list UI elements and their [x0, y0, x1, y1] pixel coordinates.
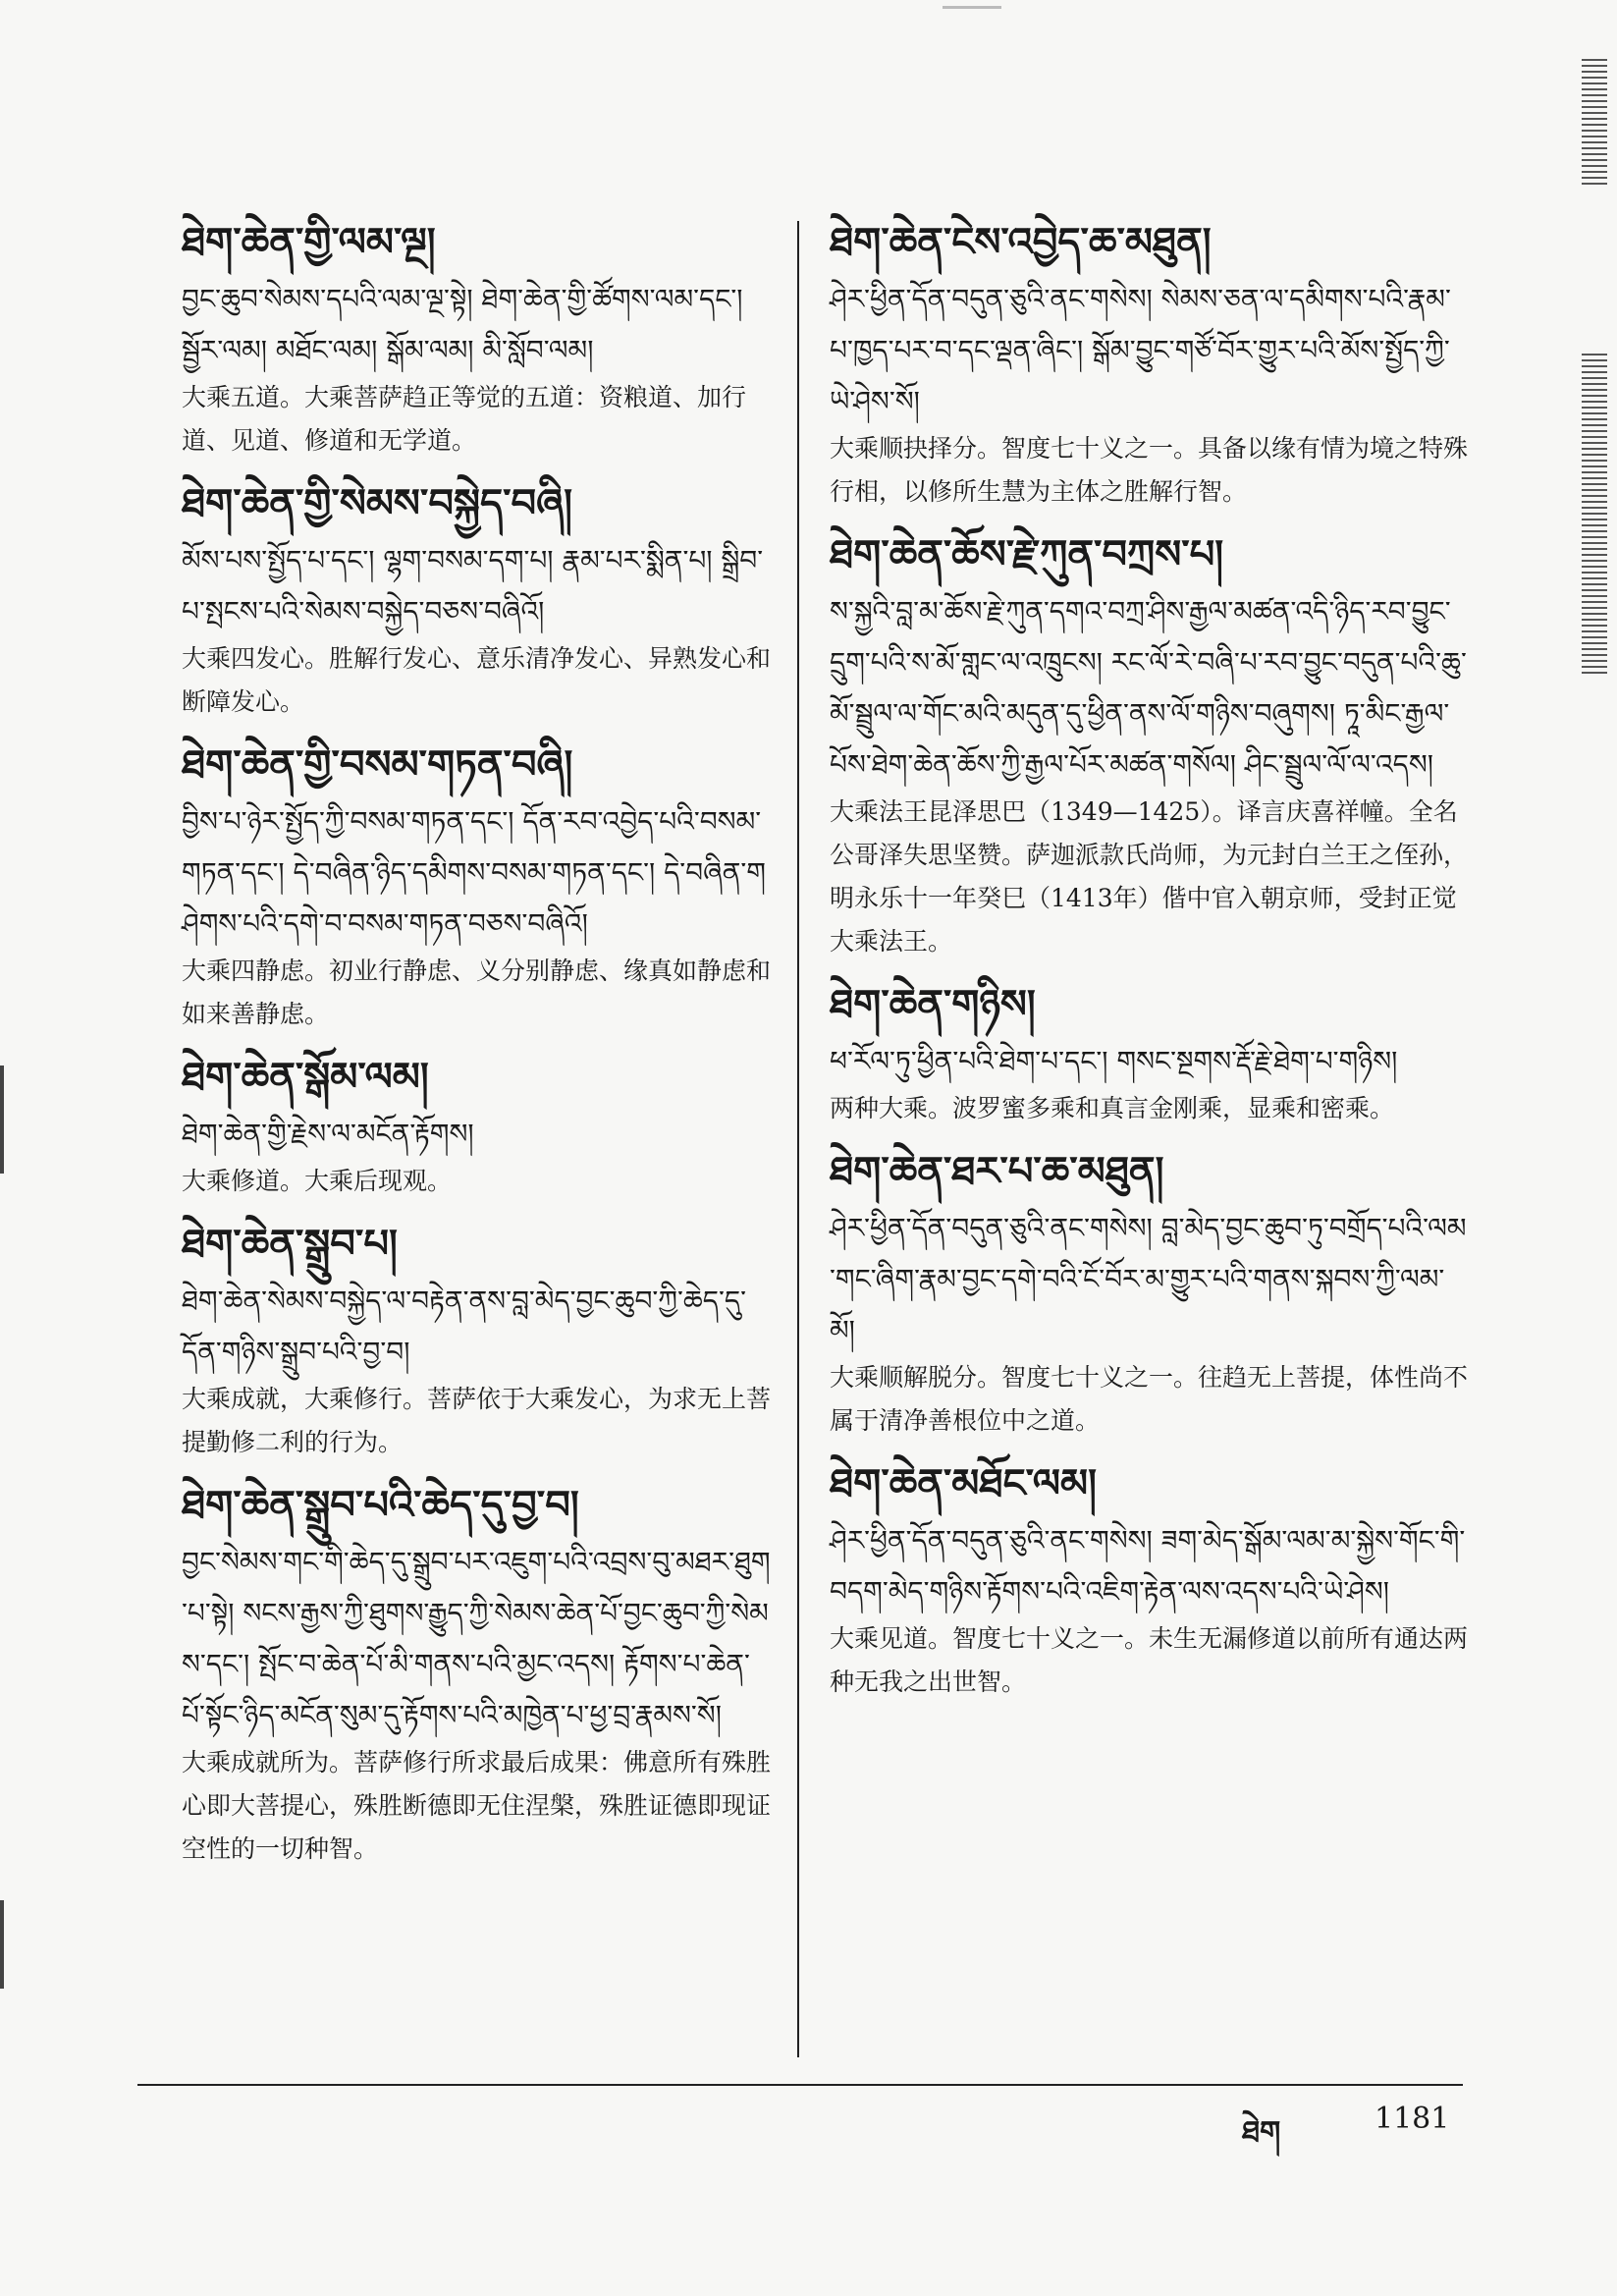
page-number: 1181 [1374, 2102, 1450, 2136]
chinese-definition: 大乘成就所为。菩萨修行所求最后成果：佛意所有殊胜心即大菩提心，殊胜断德即无住涅槃，殊胜证德即现证空性的一切种智。 [182, 1748, 772, 1863]
tibetan-definition: བྱང་སེམས་གང་གི་ཆེད་དུ་སྒྲུབ་པར་འཇུག་པའི་འབྲས་བུ་མཐར་ཐུག་པ་སྟེ། སངས་རྒྱས་ཀྱི་ཐུགས་རྒྱུད་ཀྱི་སེམས་ཆེན་པོ་བྱང་ཆུབ་ཀྱི་སེམས་དང་། སྤོང་བ་ཆེན་པོ་མི་གནས་པའི་མྱང་འདས། རྟོགས་པ་ཆེན་པོ་སྟོང་ཉིད་མངོན་སུམ་དུ་རྟོགས་པའི་མཁྱེན་པ་ཕྱ་བྲ་རྣམས་སོ། [182, 1546, 771, 1731]
chinese-definition: 两种大乘。波罗蜜多乘和真言金刚乘，显乘和密乘。 [830, 1094, 1395, 1122]
headword: ཐེག་ཆེན་གྱི་སེམས་བསྐྱེད་བཞི། [182, 480, 573, 526]
chinese-definition: 大乘顺解脱分。智度七十义之一。往趋无上菩提，体性尚不属于清净善根位中之道。 [830, 1363, 1469, 1435]
dictionary-entry [830, 211, 1468, 514]
headword: ཐེག་ཆེན་སྒྲུབ་པ། [182, 1221, 398, 1267]
chinese-definition: 大乘法王昆泽思巴（1349—1425）。译言庆喜祥幢。全名公哥泽失思坚赞。萨迦派款氏尚师，为元封白兰王之侄孙，明永乐十一年癸巳（1413年）偕中官入朝京师，受封正觉大乘法王。 [830, 797, 1469, 956]
tibetan-definition: ཤེར་ཕྱིན་དོན་བདུན་ཅུའི་ནང་གསེས། ཟག་མེད་སྒོམ་ལམ་མ་སྐྱེས་གོང་གི་བདག་མེད་གཉིས་རྟོགས་པའི་འཇིག་རྟེན་ལས་འདས་པའི་ཡེ་ཤེས། [830, 1524, 1466, 1608]
chinese-definition: 大乘成就，大乘修行。菩萨依于大乘发心，为求无上菩提勤修二利的行为。 [182, 1385, 772, 1456]
dictionary-entry [182, 1046, 771, 1203]
dictionary-entry [830, 1140, 1468, 1443]
chinese-definition: 大乘四静虑。初业行静虑、义分别静虑、缘真如静虑和如来善静虑。 [182, 957, 772, 1028]
tibetan-definition: ཕ་རོལ་ཏུ་ཕྱིན་པའི་ཐེག་པ་དང་། གསང་སྔགས་རྡོ་རྗེ་ཐེག་པ་གཉིས། [830, 1045, 1398, 1077]
chinese-definition: 大乘四发心。胜解行发心、意乐清净发心、异熟发心和断障发心。 [182, 644, 772, 716]
dictionary-entry [182, 734, 771, 1036]
tibetan-definition: ཤེར་ཕྱིན་དོན་བདུན་ཅུའི་ནང་གསེས། སེམས་ཅན་ལ་དམིགས་པའི་རྣམ་པ་ཁྱད་པར་བ་དང་ལྡན་ཞིང་། སྒོམ་བྱུང་གཙོ་བོར་གྱུར་པའི་མོས་སྤྱོད་ཀྱི་ཡེ་ཤེས་སོ། [830, 283, 1451, 417]
chinese-definition: 大乘顺抉择分。智度七十义之一。具备以缘有情为境之特殊行相，以修所生慧为主体之胜解行智。 [830, 434, 1469, 506]
chinese-definition: 大乘见道。智度七十义之一。未生无漏修道以前所有通达两种无我之出世智。 [830, 1624, 1469, 1696]
tibetan-definition: ས་སྐྱའི་བླ་མ་ཆོས་རྗེ་ཀུན་དགའ་བཀྲ་ཤིས་རྒྱལ་མཚན་འདི་ཉིད་རབ་བྱུང་དྲུག་པའི་ས་མོ་གླང་ལ་འཁྲུངས། རང་ལོ་རེ་བཞི་པ་རབ་བྱུང་བདུན་པའི་ཆུ་མོ་སྦྲུལ་ལ་གོང་མའི་མདུན་དུ་ཕྱིན་ནས་ལོ་གཉིས་བཞུགས། ཏཱ་མིང་རྒྱལ་པོས་ཐེག་ཆེན་ཆོས་ཀྱི་རྒྱལ་པོར་མཚན་གསོལ། ཤིང་སྦྲུལ་ལོ་ལ་འདས། [830, 595, 1467, 781]
dictionary-entry [182, 472, 771, 724]
headword: ཐེག་ཆེན་གྱི་ལམ་ལྔ། [182, 219, 436, 265]
headword: ཐེག་ཆེན་ཐར་པ་ཆ་མཐུན། [830, 1148, 1164, 1194]
tibetan-definition: ཐེག་ཆེན་གྱི་རྗེས་ལ་མངོན་རྟོགས། [182, 1118, 474, 1150]
chinese-definition: 大乘修道。大乘后现观。 [182, 1167, 453, 1195]
dictionary-entry [182, 1213, 771, 1464]
headword: ཐེག་ཆེན་ངེས་འབྱེད་ཆ་མཐུན། [830, 219, 1212, 265]
tibetan-definition: ཤེར་ཕྱིན་དོན་བདུན་ཅུའི་ནང་གསེས། བླ་མེད་བྱང་ཆུབ་ཏུ་བགྲོད་པའི་ལམ་གང་ཞིག་རྣམ་བྱང་དགེ་བའི་ངོ་བོར་མ་གྱུར་པའི་གནས་སྐབས་ཀྱི་ལམ་མོ། [830, 1212, 1467, 1346]
dictionary-entry [182, 211, 771, 463]
footer-rule [137, 2084, 1463, 2086]
dictionary-entry [182, 1474, 771, 1871]
dictionary-entry [830, 523, 1468, 963]
right-column [830, 211, 1468, 1714]
headword: ཐེག་ཆེན་གཉིས། [830, 981, 1036, 1027]
headword: ཐེག་ཆེན་མཐོང་ལམ། [830, 1460, 1097, 1506]
running-head: ཐེག [1242, 2115, 1281, 2150]
tibetan-definition: ཐེག་ཆེན་སེམས་བསྐྱེད་ལ་བརྟེན་ནས་བླ་མེད་བྱང་ཆུབ་ཀྱི་ཆེད་དུ་དོན་གཉིས་སྒྲུབ་པའི་བྱ་བ། [182, 1285, 746, 1368]
scan-edge [1582, 59, 1607, 187]
headword: ཐེག་ཆེན་སྒོམ་ལམ། [182, 1054, 429, 1100]
scan-mark [943, 6, 1001, 9]
dictionary-entry [830, 973, 1468, 1130]
scan-edge [1582, 354, 1607, 678]
headword: ཐེག་ཆེན་གྱི་བསམ་གཏན་བཞི། [182, 741, 573, 788]
tibetan-definition: བྱང་ཆུབ་སེམས་དཔའི་ལམ་ལྔ་སྟེ། ཐེག་ཆེན་གྱི་ཚོགས་ལམ་དང་། སྦྱོར་ལམ། མཐོང་ལམ། སྒོམ་ལམ། མི་སློབ་ལམ། [182, 283, 743, 366]
chinese-definition: 大乘五道。大乘菩萨趋正等觉的五道：资粮道、加行道、见道、修道和无学道。 [182, 383, 747, 455]
dictionary-entry [830, 1452, 1468, 1704]
tibetan-definition: བྱིས་པ་ཉེར་སྤྱོད་ཀྱི་བསམ་གཏན་དང་། དོན་རབ་འབྱེད་པའི་བསམ་གཏན་དང་། དེ་བཞིན་ཉིད་དམིགས་བསམ་གཏན་དང་། དེ་བཞིན་གཤེགས་པའི་དགེ་བ་བསམ་གཏན་བཅས་བཞིའོ། [182, 805, 766, 940]
column-divider [797, 221, 799, 2057]
headword: ཐེག་ཆེན་སྒྲུབ་པའི་ཆེད་དུ་བྱ་བ། [182, 1482, 579, 1528]
scan-edge [0, 1066, 4, 1174]
left-column [182, 211, 771, 1881]
tibetan-definition: མོས་པས་སྤྱོད་པ་དང་། ལྷག་བསམ་དག་པ། རྣམ་པར་སྨིན་པ། སྒྲིབ་པ་སྤངས་པའི་སེམས་བསྐྱེད་བཅས་བཞིའོ། [182, 544, 764, 628]
scan-edge [0, 1900, 4, 1989]
headword: ཐེག་ཆེན་ཆོས་རྗེ་ཀུན་བཀྲས་པ། [830, 531, 1224, 577]
